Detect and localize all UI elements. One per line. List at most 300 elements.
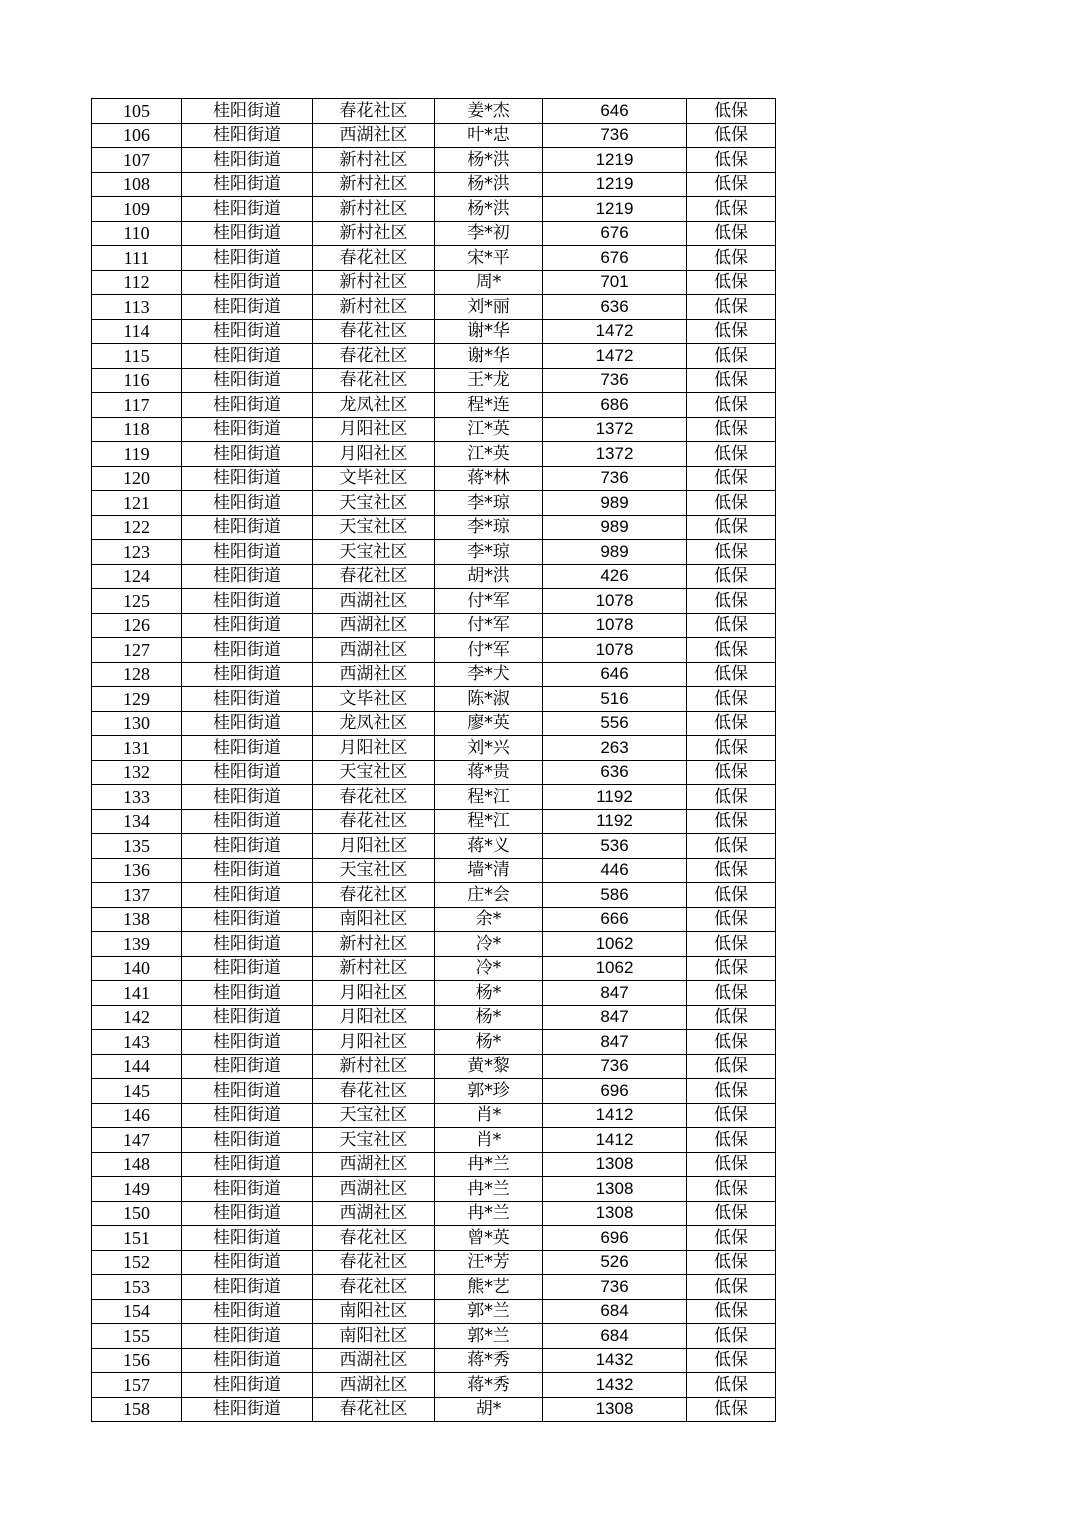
name-cell: 王*龙 (435, 368, 543, 393)
amount-cell: 989 (543, 540, 687, 565)
name-cell: 杨*洪 (435, 172, 543, 197)
table-row (92, 858, 776, 883)
row-number: 145 (92, 1079, 182, 1104)
name-cell: 付*军 (435, 589, 543, 614)
street-cell: 桂阳街道 (182, 736, 313, 761)
amount-cell: 636 (543, 760, 687, 785)
street-cell: 桂阳街道 (182, 1054, 313, 1079)
street-cell: 桂阳街道 (182, 981, 313, 1006)
community-cell: 天宝社区 (313, 858, 435, 883)
name-cell: 冷* (435, 932, 543, 957)
row-number: 132 (92, 760, 182, 785)
name-cell: 蒋*义 (435, 834, 543, 859)
table-row (92, 1250, 776, 1275)
row-number: 158 (92, 1397, 182, 1422)
street-cell: 桂阳街道 (182, 148, 313, 173)
name-cell: 墙*清 (435, 858, 543, 883)
type-cell: 低保 (687, 246, 776, 271)
street-cell: 桂阳街道 (182, 809, 313, 834)
table-row (92, 1201, 776, 1226)
name-cell: 郭*珍 (435, 1079, 543, 1104)
name-cell: 李*初 (435, 221, 543, 246)
table-row (92, 1030, 776, 1055)
type-cell: 低保 (687, 1373, 776, 1398)
type-cell: 低保 (687, 1397, 776, 1422)
street-cell: 桂阳街道 (182, 1177, 313, 1202)
name-cell: 程*江 (435, 809, 543, 834)
community-cell: 西湖社区 (313, 1373, 435, 1398)
street-cell: 桂阳街道 (182, 172, 313, 197)
type-cell: 低保 (687, 613, 776, 638)
table-row (92, 711, 776, 736)
table-row (92, 344, 776, 369)
row-number: 129 (92, 687, 182, 712)
community-cell: 春花社区 (313, 1226, 435, 1251)
amount-cell: 426 (543, 564, 687, 589)
name-cell: 程*连 (435, 393, 543, 418)
name-cell: 冷* (435, 956, 543, 981)
type-cell: 低保 (687, 148, 776, 173)
table-row (92, 613, 776, 638)
table-row (92, 491, 776, 516)
row-number: 114 (92, 319, 182, 344)
community-cell: 西湖社区 (313, 589, 435, 614)
row-number: 141 (92, 981, 182, 1006)
amount-cell: 847 (543, 1005, 687, 1030)
community-cell: 春花社区 (313, 564, 435, 589)
community-cell: 春花社区 (313, 344, 435, 369)
street-cell: 桂阳街道 (182, 564, 313, 589)
type-cell: 低保 (687, 907, 776, 932)
name-cell: 蒋*秀 (435, 1373, 543, 1398)
type-cell: 低保 (687, 1177, 776, 1202)
name-cell: 杨* (435, 1030, 543, 1055)
amount-cell: 586 (543, 883, 687, 908)
name-cell: 肖* (435, 1103, 543, 1128)
amount-cell: 701 (543, 270, 687, 295)
name-cell: 汪*芳 (435, 1250, 543, 1275)
amount-cell: 556 (543, 711, 687, 736)
amount-cell: 636 (543, 295, 687, 320)
row-number: 152 (92, 1250, 182, 1275)
type-cell: 低保 (687, 466, 776, 491)
type-cell: 低保 (687, 589, 776, 614)
street-cell: 桂阳街道 (182, 662, 313, 687)
type-cell: 低保 (687, 270, 776, 295)
type-cell: 低保 (687, 417, 776, 442)
community-cell: 月阳社区 (313, 834, 435, 859)
community-cell: 月阳社区 (313, 981, 435, 1006)
street-cell: 桂阳街道 (182, 491, 313, 516)
street-cell: 桂阳街道 (182, 858, 313, 883)
type-cell: 低保 (687, 515, 776, 540)
row-number: 125 (92, 589, 182, 614)
row-number: 143 (92, 1030, 182, 1055)
amount-cell: 1192 (543, 809, 687, 834)
amount-cell: 1472 (543, 344, 687, 369)
type-cell: 低保 (687, 295, 776, 320)
amount-cell: 736 (543, 123, 687, 148)
name-cell: 蒋*林 (435, 466, 543, 491)
community-cell: 春花社区 (313, 99, 435, 124)
street-cell: 桂阳街道 (182, 197, 313, 222)
street-cell: 桂阳街道 (182, 956, 313, 981)
row-number: 153 (92, 1275, 182, 1300)
amount-cell: 1412 (543, 1128, 687, 1153)
name-cell: 江*英 (435, 417, 543, 442)
community-cell: 月阳社区 (313, 1005, 435, 1030)
type-cell: 低保 (687, 344, 776, 369)
community-cell: 新村社区 (313, 1054, 435, 1079)
community-cell: 天宝社区 (313, 1128, 435, 1153)
amount-cell: 684 (543, 1299, 687, 1324)
amount-cell: 1372 (543, 442, 687, 467)
name-cell: 冉*兰 (435, 1152, 543, 1177)
amount-cell: 1432 (543, 1348, 687, 1373)
type-cell: 低保 (687, 1201, 776, 1226)
table-row (92, 1054, 776, 1079)
name-cell: 庄*会 (435, 883, 543, 908)
street-cell: 桂阳街道 (182, 1226, 313, 1251)
amount-cell: 1078 (543, 589, 687, 614)
community-cell: 南阳社区 (313, 1299, 435, 1324)
community-cell: 西湖社区 (313, 613, 435, 638)
community-cell: 春花社区 (313, 319, 435, 344)
row-number: 157 (92, 1373, 182, 1398)
community-cell: 新村社区 (313, 197, 435, 222)
table-row (92, 589, 776, 614)
name-cell: 谢*华 (435, 344, 543, 369)
row-number: 127 (92, 638, 182, 663)
name-cell: 李*琼 (435, 515, 543, 540)
community-cell: 文毕社区 (313, 466, 435, 491)
community-cell: 新村社区 (313, 172, 435, 197)
amount-cell: 676 (543, 221, 687, 246)
table-row (92, 1348, 776, 1373)
amount-cell: 736 (543, 466, 687, 491)
community-cell: 西湖社区 (313, 638, 435, 663)
row-number: 118 (92, 417, 182, 442)
community-cell: 春花社区 (313, 1397, 435, 1422)
type-cell: 低保 (687, 858, 776, 883)
street-cell: 桂阳街道 (182, 466, 313, 491)
table-row (92, 172, 776, 197)
table-row (92, 1299, 776, 1324)
community-cell: 春花社区 (313, 368, 435, 393)
name-cell: 宋*平 (435, 246, 543, 271)
name-cell: 江*英 (435, 442, 543, 467)
table-row (92, 515, 776, 540)
amount-cell: 1078 (543, 638, 687, 663)
name-cell: 付*军 (435, 638, 543, 663)
community-cell: 西湖社区 (313, 1348, 435, 1373)
row-number: 131 (92, 736, 182, 761)
amount-cell: 684 (543, 1324, 687, 1349)
community-cell: 新村社区 (313, 956, 435, 981)
table-row (92, 442, 776, 467)
amount-cell: 516 (543, 687, 687, 712)
table-row (92, 246, 776, 271)
community-cell: 龙凤社区 (313, 393, 435, 418)
table-row (92, 907, 776, 932)
row-number: 121 (92, 491, 182, 516)
type-cell: 低保 (687, 760, 776, 785)
type-cell: 低保 (687, 981, 776, 1006)
amount-cell: 1412 (543, 1103, 687, 1128)
table-row (92, 393, 776, 418)
street-cell: 桂阳街道 (182, 123, 313, 148)
type-cell: 低保 (687, 662, 776, 687)
table-row (92, 1128, 776, 1153)
street-cell: 桂阳街道 (182, 760, 313, 785)
row-number: 128 (92, 662, 182, 687)
row-number: 137 (92, 883, 182, 908)
type-cell: 低保 (687, 1275, 776, 1300)
community-cell: 天宝社区 (313, 760, 435, 785)
row-number: 126 (92, 613, 182, 638)
community-cell: 新村社区 (313, 148, 435, 173)
community-cell: 天宝社区 (313, 491, 435, 516)
name-cell: 郭*兰 (435, 1324, 543, 1349)
table-row (92, 1152, 776, 1177)
street-cell: 桂阳街道 (182, 417, 313, 442)
type-cell: 低保 (687, 687, 776, 712)
name-cell: 李*犬 (435, 662, 543, 687)
street-cell: 桂阳街道 (182, 1005, 313, 1030)
street-cell: 桂阳街道 (182, 1397, 313, 1422)
table-row (92, 564, 776, 589)
street-cell: 桂阳街道 (182, 834, 313, 859)
type-cell: 低保 (687, 1128, 776, 1153)
table-row (92, 1103, 776, 1128)
table-row (92, 736, 776, 761)
table-row (92, 123, 776, 148)
community-cell: 春花社区 (313, 785, 435, 810)
name-cell: 蒋*秀 (435, 1348, 543, 1373)
name-cell: 郭*兰 (435, 1299, 543, 1324)
amount-cell: 736 (543, 1275, 687, 1300)
table-row (92, 1005, 776, 1030)
amount-cell: 446 (543, 858, 687, 883)
row-number: 136 (92, 858, 182, 883)
amount-cell: 1308 (543, 1201, 687, 1226)
community-cell: 春花社区 (313, 809, 435, 834)
table-row (92, 221, 776, 246)
street-cell: 桂阳街道 (182, 883, 313, 908)
community-cell: 春花社区 (313, 1275, 435, 1300)
street-cell: 桂阳街道 (182, 99, 313, 124)
name-cell: 冉*兰 (435, 1177, 543, 1202)
name-cell: 杨*洪 (435, 148, 543, 173)
row-number: 155 (92, 1324, 182, 1349)
community-cell: 天宝社区 (313, 540, 435, 565)
type-cell: 低保 (687, 1226, 776, 1251)
name-cell: 叶*忠 (435, 123, 543, 148)
amount-cell: 1308 (543, 1177, 687, 1202)
type-cell: 低保 (687, 123, 776, 148)
street-cell: 桂阳街道 (182, 638, 313, 663)
amount-cell: 1372 (543, 417, 687, 442)
row-number: 106 (92, 123, 182, 148)
street-cell: 桂阳街道 (182, 711, 313, 736)
type-cell: 低保 (687, 99, 776, 124)
name-cell: 蒋*贵 (435, 760, 543, 785)
street-cell: 桂阳街道 (182, 368, 313, 393)
community-cell: 天宝社区 (313, 1103, 435, 1128)
type-cell: 低保 (687, 1005, 776, 1030)
street-cell: 桂阳街道 (182, 393, 313, 418)
name-cell: 谢*华 (435, 319, 543, 344)
table-row (92, 197, 776, 222)
street-cell: 桂阳街道 (182, 1250, 313, 1275)
type-cell: 低保 (687, 491, 776, 516)
amount-cell: 666 (543, 907, 687, 932)
name-cell: 李*琼 (435, 540, 543, 565)
type-cell: 低保 (687, 1030, 776, 1055)
type-cell: 低保 (687, 319, 776, 344)
name-cell: 廖*英 (435, 711, 543, 736)
type-cell: 低保 (687, 883, 776, 908)
street-cell: 桂阳街道 (182, 515, 313, 540)
name-cell: 李*琼 (435, 491, 543, 516)
type-cell: 低保 (687, 956, 776, 981)
name-cell: 刘*丽 (435, 295, 543, 320)
street-cell: 桂阳街道 (182, 1324, 313, 1349)
row-number: 133 (92, 785, 182, 810)
amount-cell: 1219 (543, 172, 687, 197)
amount-cell: 1308 (543, 1397, 687, 1422)
street-cell: 桂阳街道 (182, 1079, 313, 1104)
street-cell: 桂阳街道 (182, 270, 313, 295)
table-row (92, 785, 776, 810)
amount-cell: 847 (543, 1030, 687, 1055)
amount-cell: 1062 (543, 956, 687, 981)
row-number: 109 (92, 197, 182, 222)
row-number: 124 (92, 564, 182, 589)
amount-cell: 989 (543, 515, 687, 540)
street-cell: 桂阳街道 (182, 221, 313, 246)
row-number: 130 (92, 711, 182, 736)
street-cell: 桂阳街道 (182, 344, 313, 369)
type-cell: 低保 (687, 1348, 776, 1373)
row-number: 122 (92, 515, 182, 540)
row-number: 150 (92, 1201, 182, 1226)
name-cell: 姜*杰 (435, 99, 543, 124)
street-cell: 桂阳街道 (182, 589, 313, 614)
amount-cell: 1432 (543, 1373, 687, 1398)
row-number: 108 (92, 172, 182, 197)
name-cell: 余* (435, 907, 543, 932)
community-cell: 春花社区 (313, 883, 435, 908)
amount-cell: 536 (543, 834, 687, 859)
community-cell: 龙凤社区 (313, 711, 435, 736)
community-cell: 西湖社区 (313, 1152, 435, 1177)
street-cell: 桂阳街道 (182, 907, 313, 932)
name-cell: 程*江 (435, 785, 543, 810)
row-number: 112 (92, 270, 182, 295)
row-number: 144 (92, 1054, 182, 1079)
community-cell: 春花社区 (313, 246, 435, 271)
street-cell: 桂阳街道 (182, 613, 313, 638)
street-cell: 桂阳街道 (182, 1128, 313, 1153)
amount-cell: 1078 (543, 613, 687, 638)
row-number: 151 (92, 1226, 182, 1251)
row-number: 138 (92, 907, 182, 932)
name-cell: 曾*英 (435, 1226, 543, 1251)
table-row (92, 1275, 776, 1300)
community-cell: 西湖社区 (313, 662, 435, 687)
street-cell: 桂阳街道 (182, 319, 313, 344)
community-cell: 月阳社区 (313, 417, 435, 442)
community-cell: 西湖社区 (313, 1177, 435, 1202)
type-cell: 低保 (687, 1250, 776, 1275)
type-cell: 低保 (687, 785, 776, 810)
amount-cell: 736 (543, 1054, 687, 1079)
table-row (92, 1397, 776, 1422)
table-body (92, 99, 776, 1422)
amount-cell: 847 (543, 981, 687, 1006)
community-cell: 月阳社区 (313, 442, 435, 467)
street-cell: 桂阳街道 (182, 1373, 313, 1398)
name-cell: 杨* (435, 981, 543, 1006)
street-cell: 桂阳街道 (182, 1201, 313, 1226)
community-cell: 春花社区 (313, 1079, 435, 1104)
type-cell: 低保 (687, 1324, 776, 1349)
table-row (92, 540, 776, 565)
table-row (92, 1177, 776, 1202)
type-cell: 低保 (687, 393, 776, 418)
row-number: 135 (92, 834, 182, 859)
table-row (92, 270, 776, 295)
street-cell: 桂阳街道 (182, 932, 313, 957)
street-cell: 桂阳街道 (182, 1103, 313, 1128)
row-number: 113 (92, 295, 182, 320)
type-cell: 低保 (687, 368, 776, 393)
row-number: 115 (92, 344, 182, 369)
row-number: 119 (92, 442, 182, 467)
table-row (92, 1079, 776, 1104)
type-cell: 低保 (687, 932, 776, 957)
table-row (92, 834, 776, 859)
row-number: 146 (92, 1103, 182, 1128)
community-cell: 月阳社区 (313, 1030, 435, 1055)
community-cell: 新村社区 (313, 932, 435, 957)
type-cell: 低保 (687, 197, 776, 222)
street-cell: 桂阳街道 (182, 1348, 313, 1373)
community-cell: 新村社区 (313, 221, 435, 246)
street-cell: 桂阳街道 (182, 1030, 313, 1055)
table-row (92, 760, 776, 785)
amount-cell: 676 (543, 246, 687, 271)
table-row (92, 1226, 776, 1251)
community-cell: 西湖社区 (313, 1201, 435, 1226)
data-table (91, 98, 776, 1422)
name-cell: 杨* (435, 1005, 543, 1030)
type-cell: 低保 (687, 711, 776, 736)
amount-cell: 1219 (543, 148, 687, 173)
type-cell: 低保 (687, 1152, 776, 1177)
community-cell: 西湖社区 (313, 123, 435, 148)
type-cell: 低保 (687, 834, 776, 859)
table-row (92, 148, 776, 173)
name-cell: 冉*兰 (435, 1201, 543, 1226)
type-cell: 低保 (687, 809, 776, 834)
table-row (92, 932, 776, 957)
community-cell: 春花社区 (313, 1250, 435, 1275)
row-number: 154 (92, 1299, 182, 1324)
street-cell: 桂阳街道 (182, 687, 313, 712)
row-number: 134 (92, 809, 182, 834)
